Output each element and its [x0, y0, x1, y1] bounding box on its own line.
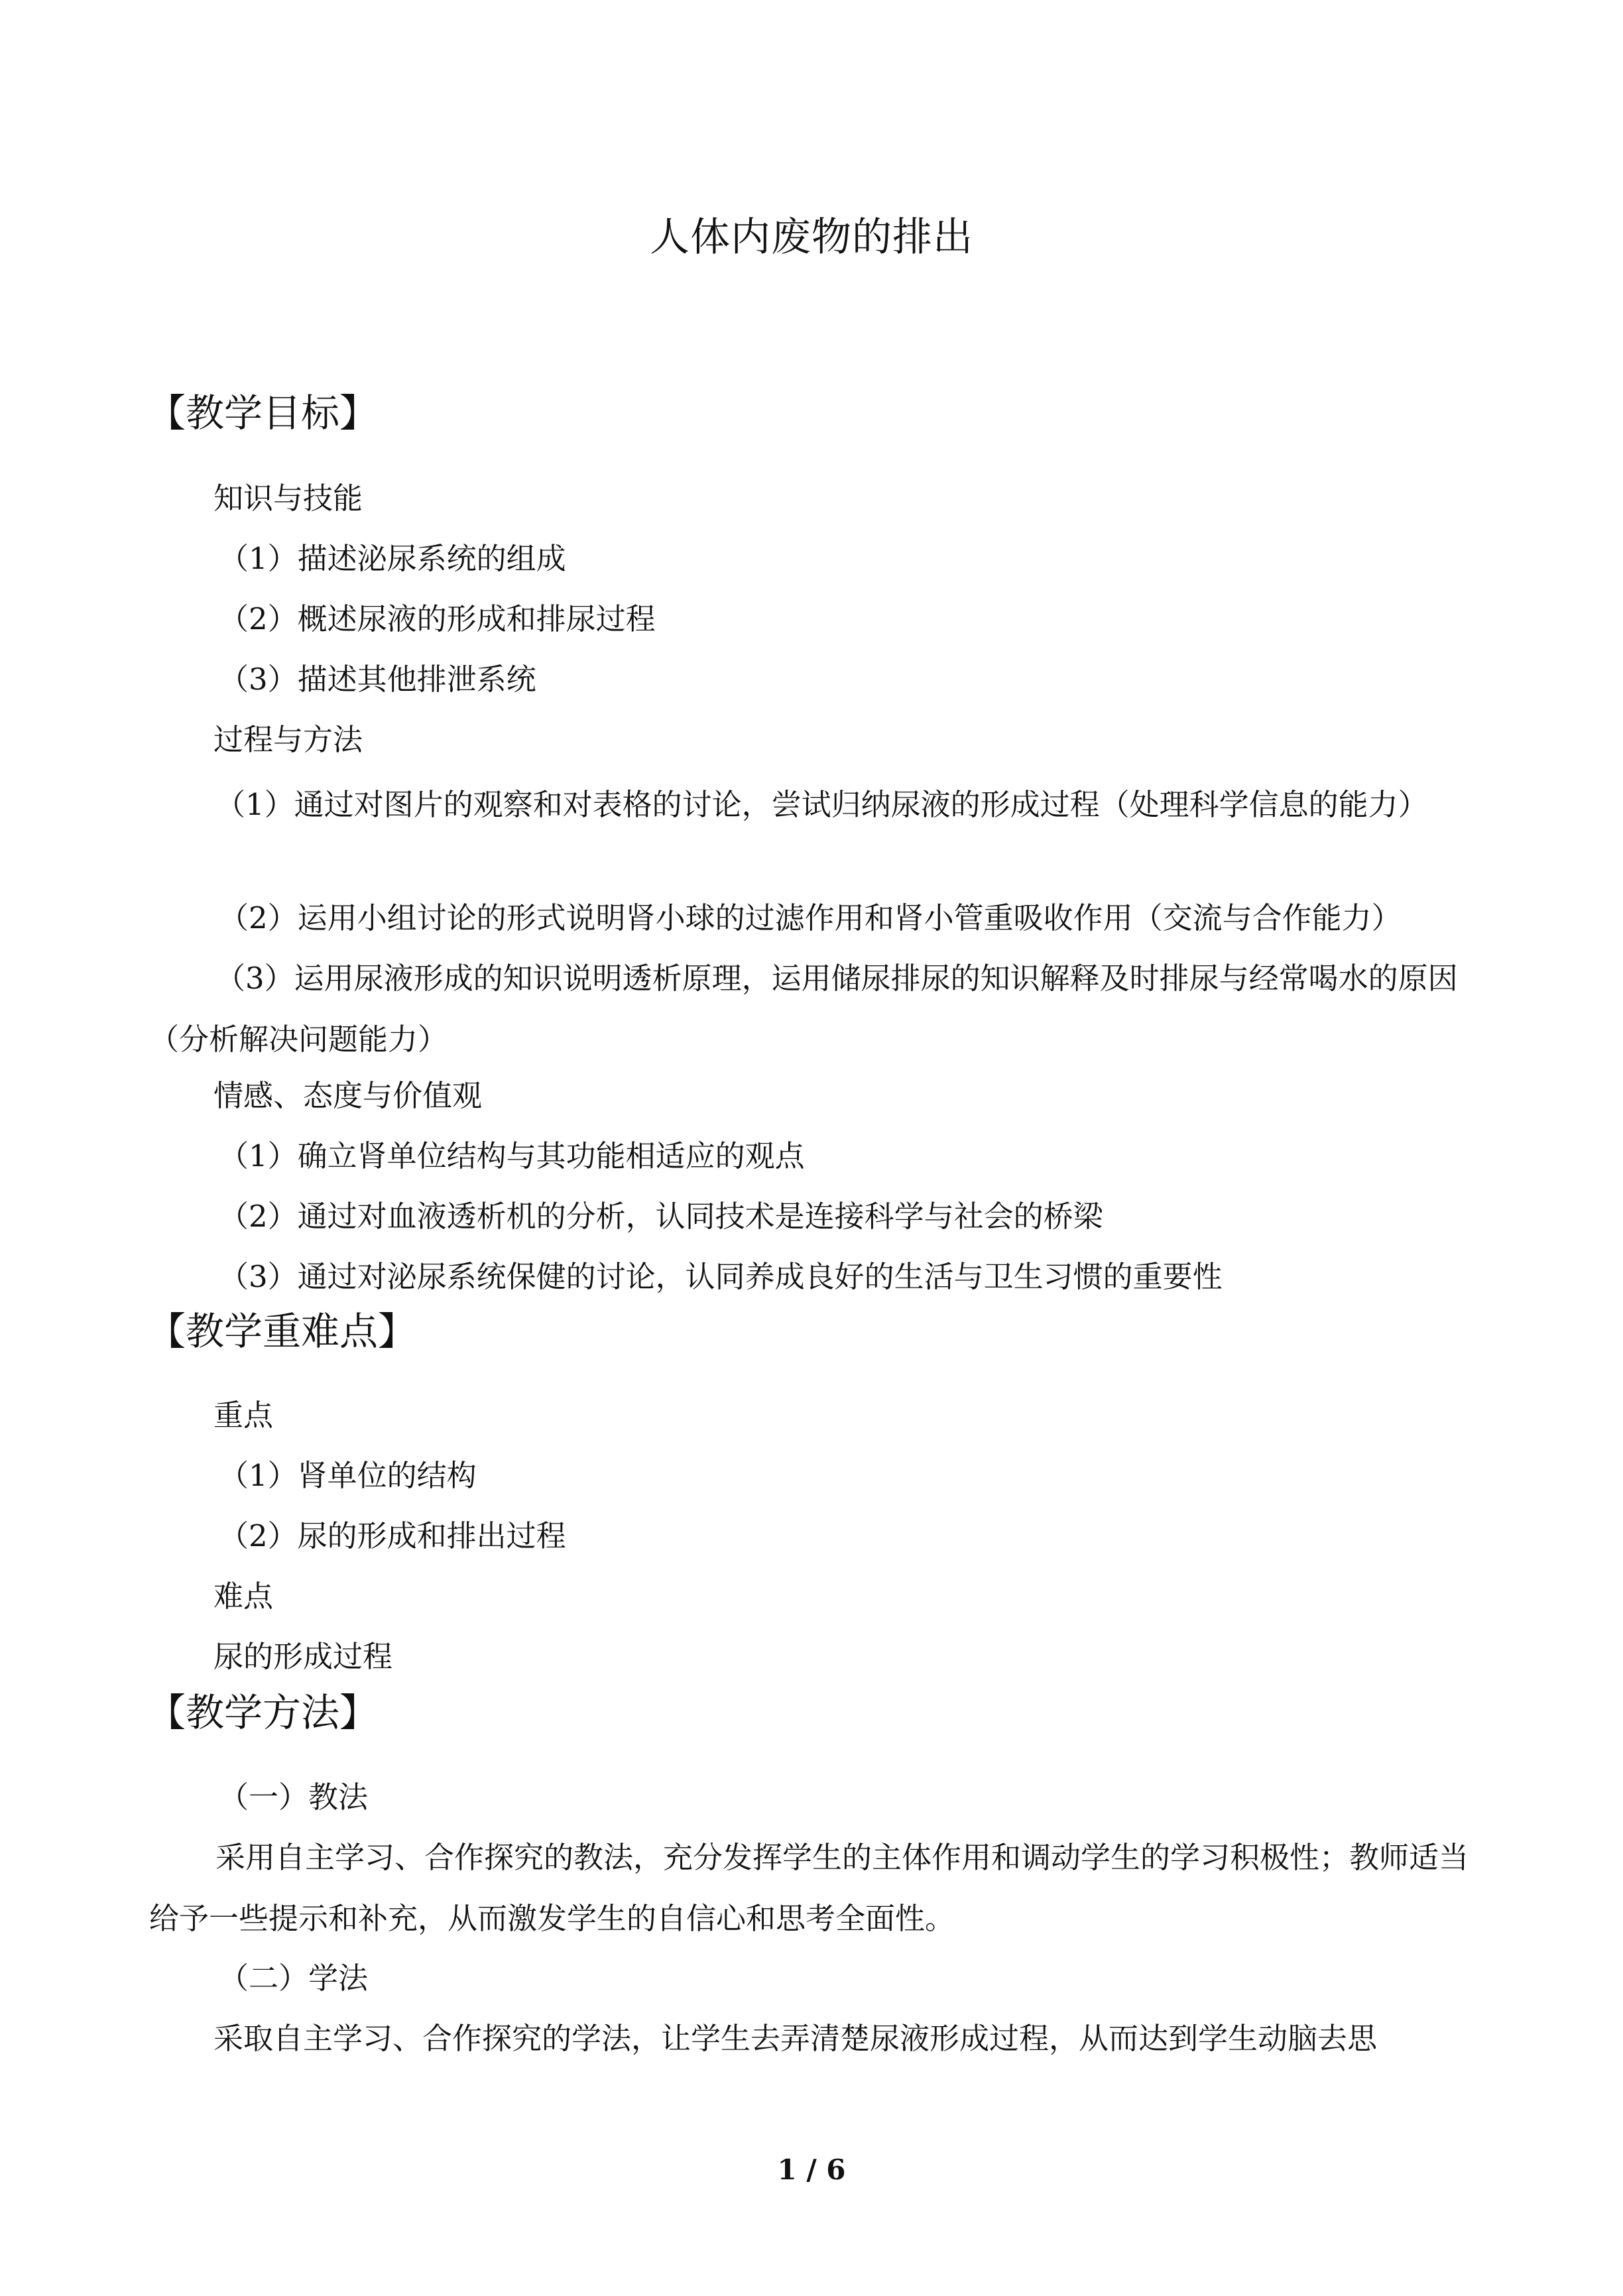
subsection-label-learning: （二）学法	[219, 1961, 369, 1996]
subsection-label-attitude: 情感、态度与价值观	[213, 1078, 483, 1113]
list-item: （1）描述泌尿系统的组成	[219, 541, 566, 576]
paragraph-learning: 采取自主学习、合作探究的学法，让学生去弄清楚尿液形成过程，从而达到学生动脑去思	[213, 2021, 1378, 2056]
list-item: （2）尿的形成和排出过程	[219, 1518, 566, 1553]
list-item: （3）描述其他排泄系统	[219, 662, 536, 697]
list-item: （3）运用尿液形成的知识说明透析原理，运用储尿排尿的知识解释及时排尿与经常喝水的原因（分析解决问题能力）	[149, 961, 1458, 1057]
list-item: （2）概述尿液的形成和排尿过程	[219, 601, 656, 636]
section-heading-objectives: 【教学目标】	[147, 391, 379, 436]
subsection-label-difficulty: 难点	[213, 1579, 274, 1614]
subsection-label-key: 重点	[213, 1398, 274, 1433]
subsection-label-teaching: （一）教法	[219, 1780, 369, 1815]
list-item: （2）通过对血液透析机的分析，认同技术是连接科学与社会的桥梁	[219, 1199, 1103, 1234]
difficulty-text: 尿的形成过程	[213, 1639, 393, 1674]
paragraph-teaching: 采用自主学习、合作探究的教法，充分发挥学生的主体作用和调动学生的学习积极性；教师适当给予一些提示和补充，从而激发学生的自信心和思考全面性。	[149, 1840, 1469, 1936]
page-number: 1 / 6	[777, 2153, 846, 2186]
section-heading-methods: 【教学方法】	[147, 1690, 379, 1735]
list-item: （1）确立肾单位结构与其功能相适应的观点	[219, 1138, 805, 1174]
list-item: （1）肾单位的结构	[219, 1458, 477, 1493]
list-item: （2）运用小组讨论的形式说明肾小球的过滤作用和肾小管重吸收作用（交流与合作能力）	[219, 900, 1402, 936]
subsection-label-knowledge: 知识与技能	[213, 481, 363, 516]
list-item: （3）通过对泌尿系统保健的讨论，认同养成良好的生活与卫生习惯的重要性	[219, 1259, 1223, 1294]
subsection-label-process: 过程与方法	[213, 722, 363, 757]
page-title: 人体内废物的排出	[650, 214, 973, 261]
section-heading-key-points: 【教学重难点】	[147, 1309, 417, 1354]
list-item: （1）通过对图片的观察和对表格的讨论，尝试归纳尿液的形成过程（处理科学信息的能力）	[215, 787, 1428, 822]
